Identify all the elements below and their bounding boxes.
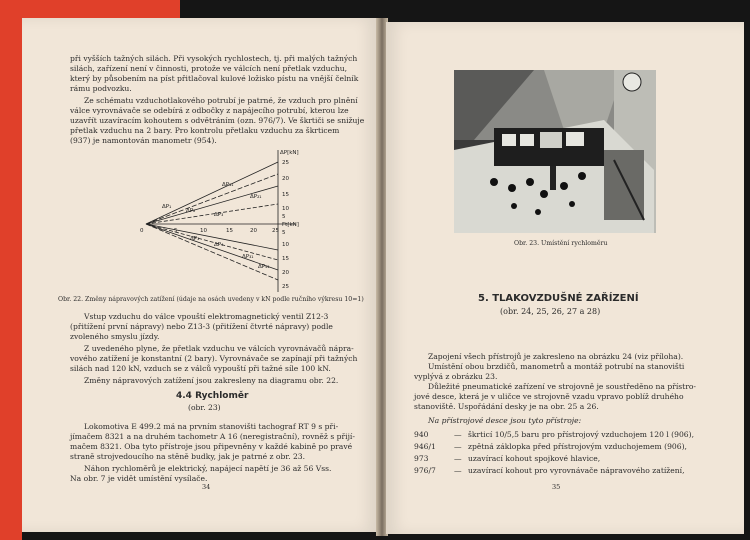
device-text: uzavírací kohout pro vyrovnávače nápravového zatížení, <box>468 466 685 475</box>
right-para2 <box>414 382 696 412</box>
diagram-line-up1 <box>146 162 278 224</box>
diagram-label: ΔP₄₁ <box>258 264 270 270</box>
y-tick: 25 <box>282 284 289 290</box>
text-line: přetlak vzduchu na 2 bary. Pro kontrolu přetlaku vzduchu za škrticem <box>70 126 340 135</box>
diagram-line-down3 <box>146 224 278 260</box>
y-tick: 5 <box>282 214 286 220</box>
text-line: silách, zařízení není v činnosti, protože ve válcích není přetlak vzduchu, <box>70 64 348 73</box>
text-line: silách nad 120 kN, vzduch se z válců vypouští při tažné síle 100 kN. <box>70 364 331 373</box>
figure-22-caption: Obr. 22. Změny nápravových zatížení (údaje na osách uvedeny v kN podle ručního výkresu 10=1) <box>58 296 364 303</box>
device-text: škrticí 10/5,5 baru pro přístrojový vzduchojem 120 l (906), <box>468 430 695 439</box>
device-code: 946/1 <box>414 442 436 451</box>
diagram-line-down2 <box>146 224 278 250</box>
device-text: zpětná záklopka před přístrojovým vzduchojemem (906), <box>468 442 687 451</box>
y-tick: 25 <box>282 160 289 166</box>
y-tick: 20 <box>282 176 289 182</box>
text-line: vového zatížení je konstantní (2 bary). Vyrovnávače se zapínají při tažných <box>70 354 358 363</box>
red-book-edge <box>0 0 22 540</box>
list-heading: Na přístrojové desce jsou tyto přístroje: <box>428 416 582 425</box>
device-dash: — <box>454 442 462 451</box>
text-line: Umístění obou brzdičů, manometrů a montáž potrubí na stanovišti <box>428 362 685 371</box>
diagram-unit: ΔP[kN] <box>280 150 299 156</box>
device-dash: — <box>454 454 462 463</box>
text-line: mačem 8321. Oba tyto přístroje jsou připevněny v každé kabině po pravé <box>70 442 353 451</box>
text-line: vyplývá z obrázku 23. <box>414 372 498 381</box>
right-page <box>386 22 744 534</box>
chapter-title: 5. TLAKOVZDUŠNÉ ZAŘÍZENÍ <box>478 293 639 304</box>
text-line: stanoviště. Uspořádání desky je na obr. 25 a 26. <box>414 402 599 411</box>
x-tick: 0 <box>140 228 144 234</box>
cab-photo-illustration <box>454 70 656 233</box>
device-code: 940 <box>414 430 429 439</box>
x-tick: 10 <box>200 228 207 234</box>
diagram-x-unit: Ft[kN] <box>282 222 299 228</box>
axle-load-diagram <box>118 146 358 296</box>
diagram-label: ΔP₂ <box>186 208 196 214</box>
y-tick: 15 <box>282 192 289 198</box>
text-line: zvoleného smyslu jízdy. <box>70 332 160 341</box>
text-line: Změny nápravových zatížení jsou zakresleny na diagramu obr. 22. <box>84 376 339 385</box>
left-para4 <box>70 344 357 374</box>
x-tick: 20 <box>250 228 257 234</box>
left-para7 <box>70 464 331 484</box>
diagram-line-down4 <box>146 224 278 280</box>
page-number-left: 34 <box>202 483 211 491</box>
device-text: uzavírací kohout spojkové hlavice, <box>468 454 601 463</box>
text-line: Důležité pneumatické zařízení ve strojovně je soustředěno na přístro- <box>428 382 696 391</box>
text-line: (přitížení první nápravy) nebo Z13-3 (přitížení čtvrté nápravy) podle <box>70 322 333 331</box>
text-line: Lokomotiva E 499.2 má na prvním stanovišti tachograf RT 9 s při- <box>84 422 339 431</box>
section-subtitle: (obr. 23) <box>188 403 221 412</box>
diagram-label: ΔP₄ <box>214 242 224 248</box>
text-line: Ze schématu vzduchotlakového potrubí je patrné, že vzduch pro plnění <box>84 96 358 105</box>
left-para1 <box>70 54 358 94</box>
chapter-subtitle: (obr. 24, 25, 26, 27 a 28) <box>500 307 601 316</box>
right-para1 <box>414 352 684 382</box>
text-line: rámu podvozku. <box>70 84 132 93</box>
diagram-label: ΔP₃₁ <box>242 254 254 260</box>
device-code: 973 <box>414 454 429 463</box>
text-line: jímačem 8321 a na druhém tachometr A 16 (neregistrační), rovněž s přijí- <box>70 432 355 441</box>
diagram-label: ΔP₃ <box>190 236 200 242</box>
section-title: 4.4 Rychloměr <box>176 391 249 401</box>
text-line: Zapojení všech přístrojů je zakresleno na obrázku 24 (viz příloha). <box>428 352 684 361</box>
y-tick: 20 <box>282 270 289 276</box>
y-tick: 10 <box>282 206 289 212</box>
figure-23-caption: Obr. 23. Umístění rychloměru <box>514 240 608 247</box>
text-line: válce vyrovnávače se odebírá z odbočky z napájecího potrubí, kterou lze <box>70 106 349 115</box>
text-line: jové desce, která je v uličce ve strojovně vzadu vpravo poblíž druhého <box>414 392 684 401</box>
diagram-label: ΔP₂₁ <box>250 194 262 200</box>
y-tick: 5 <box>282 230 286 236</box>
text-line: Na obr. 7 je vidět umístění vysílače. <box>70 474 208 483</box>
diagram-label: ΔP₃ <box>214 212 224 218</box>
x-tick: 25 <box>272 228 279 234</box>
text-line: Náhon rychloměrů je elektrický, napájecí napětí je 36 až 56 Vss. <box>84 464 332 473</box>
text-line: Z uvedeného plyne, že přetlak vzduchu ve válcích vyrovnávačů nápra- <box>84 344 354 353</box>
left-para6 <box>70 422 355 462</box>
text-line: který by působením na píst přitlačoval kulové ložisko pístu na vnější čelník <box>70 74 359 83</box>
cab-photo <box>454 70 656 233</box>
diagram-label: ΔP₁₁ <box>222 182 234 188</box>
diagram-label: ΔP₁ <box>162 204 172 210</box>
page-number-right: 35 <box>552 483 561 491</box>
left-para5 <box>84 376 338 386</box>
text-line: (937) je namontován manometr (954). <box>70 136 217 145</box>
text-line: straně strojvedoucího na stěně budky, jak je patrné z obr. 23. <box>70 452 306 461</box>
device-dash: — <box>454 430 462 439</box>
text-line: uzavřít uzavíracím kohoutem s odvětráním (ozn. 976/7). Ve škrtiči se snižuje <box>70 116 365 125</box>
y-tick: 10 <box>282 242 289 248</box>
left-page <box>22 18 378 532</box>
device-dash: — <box>454 466 462 475</box>
x-tick: 15 <box>226 228 233 234</box>
left-para2 <box>70 96 364 146</box>
text-line: Vstup vzduchu do válce vpouští elektromagnetický ventil Z12-3 <box>84 312 329 321</box>
device-code: 976/7 <box>414 466 436 475</box>
y-tick: 15 <box>282 256 289 262</box>
x-tick: 5 <box>174 228 178 234</box>
text-line: při vyšších tažných silách. Při vysokých rychlostech, tj. při malých tažných <box>70 54 358 63</box>
left-para3 <box>70 312 333 342</box>
